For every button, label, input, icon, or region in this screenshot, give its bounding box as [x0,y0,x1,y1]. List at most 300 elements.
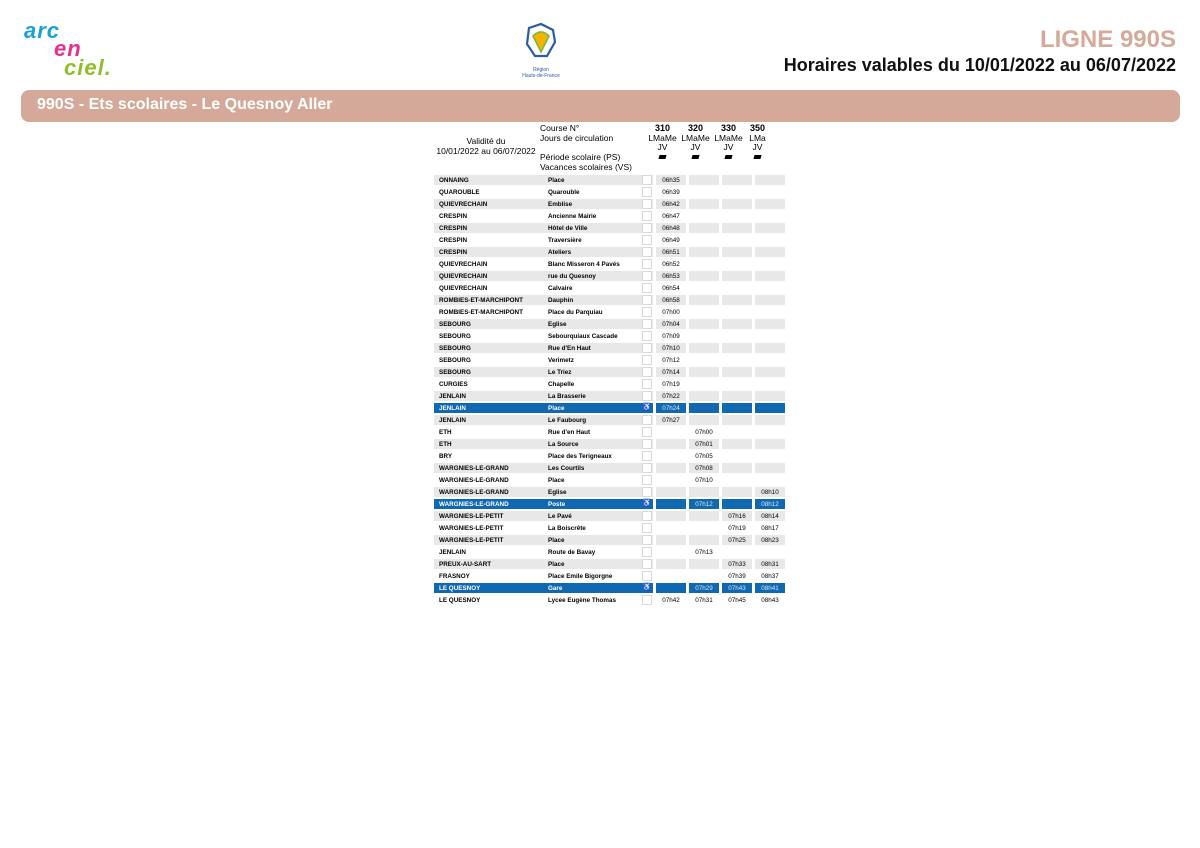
accessibility-cell [640,343,653,353]
time-cell [689,307,719,317]
time-cell [755,547,785,557]
accessibility-cell [640,283,653,293]
time-cell [722,331,752,341]
route-banner [21,90,1180,122]
table-row [434,559,785,569]
validity-header-line1: Validité du [466,136,506,146]
town-cell: JENLAIN [434,391,543,401]
table-row [434,223,785,233]
time-cell [755,223,785,233]
accessibility-cell [640,571,653,581]
time-cell [689,379,719,389]
town-cell: ETH [434,439,543,449]
accessibility-box [642,475,652,485]
accessibility-cell [640,391,653,401]
time-cell: 06h35 [656,175,686,185]
time-cell: 07h24 [656,403,686,413]
time-cell [656,559,686,569]
time-cell: 07h29 [689,583,719,593]
accessibility-box [642,247,652,257]
town-cell: QUIEVRECHAIN [439,260,488,268]
time-cell: 07h19 [728,524,746,532]
course-column-header [679,124,712,159]
table-row [434,415,785,425]
stop-cell: Place [543,403,640,413]
stop-cell: Ancienne Mairie [548,212,597,220]
table-row [434,535,785,545]
accessibility-cell [640,355,653,365]
time-cell [755,391,785,401]
accessibility-box [642,463,652,473]
stop-cell: Place [548,476,565,484]
stop-cell: La Boiscrête [548,524,586,532]
time-cell: 07h12 [689,499,719,509]
header-right [784,26,1176,76]
table-row [434,199,785,209]
time-cell [755,319,785,329]
time-cell [689,211,719,221]
timetable [434,173,785,607]
table-row [434,343,785,353]
time-cell [722,199,752,209]
accessibility-box [642,379,652,389]
time-cell [722,343,752,353]
time-cell: 06h42 [656,199,686,209]
accessibility-cell [640,223,653,233]
time-cell [722,187,752,197]
stop-cell: Le Faubourg [543,415,640,425]
accessibility-cell [640,403,653,413]
time-cell: 08h31 [755,559,785,569]
accessibility-cell [640,535,653,545]
time-cell [722,415,752,425]
town-cell: ROMBIES-ET-MARCHIPONT [434,295,543,305]
stop-cell: Le Pavé [543,511,640,521]
time-cell [722,259,752,269]
accessibility-box [642,331,652,341]
town-cell: WARGNIES-LE-PETIT [434,535,543,545]
accessibility-box [642,319,652,329]
stop-cell: Gare [543,583,640,593]
time-cell [689,355,719,365]
time-cell: 07h08 [689,463,719,473]
time-cell: 06h54 [662,284,680,292]
town-cell: WARGNIES-LE-PETIT [434,511,543,521]
town-cell: WARGNIES-LE-PETIT [439,524,504,532]
table-row [434,427,785,437]
accessibility-cell [640,271,653,281]
time-cell [689,235,719,245]
time-cell [656,463,686,473]
accessibility-cell [640,583,653,593]
time-cell: 08h37 [761,572,779,580]
time-cell [755,415,785,425]
time-cell [755,283,785,293]
table-row [434,367,785,377]
town-cell: QUIEVRECHAIN [434,271,543,281]
time-cell: 07h42 [662,596,680,604]
time-cell [689,199,719,209]
time-cell: 07h01 [689,439,719,449]
time-cell: 07h31 [695,596,713,604]
time-cell: 07h05 [695,452,713,460]
time-cell: 07h00 [662,308,680,316]
stop-cell: Poste [543,499,640,509]
time-cell [656,523,686,533]
course-days-2: JV [657,142,668,152]
time-cell [755,451,785,461]
accessibility-cell [640,295,653,305]
table-row [434,511,785,521]
course-days: LMaMe [681,132,710,143]
time-cell: 07h39 [728,572,746,580]
accessibility-cell [640,595,653,605]
stop-cell: Route de Bavay [548,548,596,556]
time-cell [689,331,719,341]
table-row [434,271,785,281]
table-row [434,403,785,413]
town-cell: JENLAIN [434,403,543,413]
time-cell [722,283,752,293]
time-cell [689,187,719,197]
accessibility-cell [640,523,653,533]
time-cell: 08h17 [761,524,779,532]
time-cell [689,247,719,257]
table-row [434,331,785,341]
wheelchair-icon: ♿ [642,500,652,507]
time-cell [689,271,719,281]
town-cell: WARGNIES-LE-GRAND [434,463,543,473]
accessibility-cell [640,367,653,377]
time-cell: 08h23 [755,535,785,545]
logo-en-word: en [54,36,82,61]
accessibility-box [642,271,652,281]
time-cell [656,439,686,449]
stop-cell: Verimetz [548,356,574,364]
region-label-line1: Région [533,67,549,73]
time-cell [722,271,752,281]
stop-cell: Eglise [543,487,640,497]
table-row [434,175,785,185]
table-row [434,463,785,473]
time-cell: 07h22 [656,391,686,401]
table-row [434,547,785,557]
accessibility-box [642,451,652,461]
accessibility-box [642,295,652,305]
stop-cell: Les Courtils [543,463,640,473]
stop-cell: Hôtel de Ville [543,223,640,233]
time-cell [755,307,785,317]
town-cell: ROMBIES-ET-MARCHIPONT [439,308,523,316]
time-cell [689,403,719,413]
accessibility-cell [640,379,653,389]
time-cell: 06h53 [656,271,686,281]
table-row [434,595,785,605]
accessibility-cell [640,199,653,209]
course-label: Course N° [540,123,580,133]
time-cell: 06h49 [662,236,680,244]
time-cell [755,367,785,377]
stop-cell: Dauphin [543,295,640,305]
town-cell: CRESPIN [439,236,467,244]
town-cell: JENLAIN [434,415,543,425]
time-cell [755,211,785,221]
stop-cell: La Source [543,439,640,449]
time-cell [755,175,785,185]
table-row [434,451,785,461]
table-row [434,523,785,533]
time-cell [689,415,719,425]
table-row [434,295,785,305]
table-row [434,307,785,317]
time-cell [755,331,785,341]
accessibility-cell [640,499,653,509]
time-cell [755,271,785,281]
time-cell [755,439,785,449]
time-cell: 07h43 [722,583,752,593]
accessibility-cell [640,307,653,317]
stop-cell: Le Triez [543,367,640,377]
accessibility-box [642,559,652,569]
stop-cell: Place des Terigneaux [548,452,612,460]
time-cell [722,175,752,185]
time-cell: 08h41 [755,583,785,593]
town-cell: SEBOURG [434,319,543,329]
table-row [434,187,785,197]
route-banner-title: 990S - Ets scolaires - Le Quesnoy Aller [37,96,333,113]
time-cell [689,367,719,377]
time-cell [656,487,686,497]
town-cell: ETH [439,428,452,436]
time-cell [755,463,785,473]
time-cell [689,487,719,497]
stop-cell: Calvaire [548,284,573,292]
accessibility-box [642,223,652,233]
time-cell [755,343,785,353]
town-cell: BRY [439,452,453,460]
town-cell: QUAROUBLE [439,188,480,196]
accessibility-box [642,415,652,425]
accessibility-box [642,367,652,377]
time-cell [722,367,752,377]
accessibility-box [642,439,652,449]
time-cell [689,283,719,293]
table-row [434,247,785,257]
time-cell [722,211,752,221]
time-cell [755,187,785,197]
time-cell [689,523,719,533]
time-cell [689,571,719,581]
course-number: 350 [749,123,766,133]
time-cell [689,511,719,521]
course-number: 330 [720,123,737,133]
bus-icon [691,155,699,159]
time-cell [722,463,752,473]
time-cell [755,403,785,413]
stop-cell: Rue d'en Haut [548,428,591,436]
time-cell [755,235,785,245]
town-cell: CURGIES [439,380,468,388]
time-cell [689,535,719,545]
accessibility-cell [640,247,653,257]
accessibility-cell [640,259,653,269]
accessibility-box [642,511,652,521]
town-cell: CRESPIN [434,247,543,257]
time-cell [656,475,686,485]
time-cell: 06h39 [662,188,680,196]
accessibility-box [642,535,652,545]
time-cell [656,583,686,593]
stop-cell: Rue d'En Haut [543,343,640,353]
accessibility-cell [640,427,653,437]
accessibility-box [642,355,652,365]
stop-cell: Place du Parquiau [548,308,603,316]
time-cell [755,379,785,389]
accessibility-cell [640,559,653,569]
accessibility-cell [640,439,653,449]
time-cell [722,475,752,485]
time-cell: 07h10 [656,343,686,353]
table-row [434,475,785,485]
accessibility-cell [640,415,653,425]
town-cell: JENLAIN [439,548,466,556]
stop-cell: Place [543,535,640,545]
time-cell [689,559,719,569]
time-cell [722,295,752,305]
time-cell [722,247,752,257]
accessibility-cell [640,487,653,497]
accessibility-cell [640,187,653,197]
time-cell [689,391,719,401]
time-cell [755,475,785,485]
time-cell: 07h13 [695,548,713,556]
time-cell [656,451,686,461]
accessibility-cell [640,451,653,461]
accessibility-cell [640,547,653,557]
validity-period: Horaires valables du 10/01/2022 au 06/07/2022 [783,55,1176,75]
accessibility-cell [640,319,653,329]
course-days-2: JV [752,142,763,152]
accessibility-box [642,595,652,605]
accessibility-box [642,571,652,581]
stop-cell: La Brasserie [543,391,640,401]
table-row [434,499,785,509]
time-cell [689,319,719,329]
time-cell [722,379,752,389]
time-cell: 07h00 [695,428,713,436]
bus-icon [658,155,666,159]
stop-cell: Place [543,175,640,185]
accessibility-box [642,391,652,401]
time-cell [722,319,752,329]
accessibility-cell [640,463,653,473]
course-number: 310 [654,123,671,133]
town-cell: WARGNIES-LE-GRAND [434,487,543,497]
time-cell: 06h51 [656,247,686,257]
time-cell: 06h47 [662,212,680,220]
time-cell: 07h10 [695,476,713,484]
accessibility-box [642,259,652,269]
time-cell [755,427,785,437]
course-days: LMa [749,132,766,143]
time-cell: 06h58 [656,295,686,305]
course-number: 320 [687,123,704,133]
stop-cell: Quarouble [548,188,580,196]
timetable-header [434,124,769,172]
time-cell [722,499,752,509]
table-row [434,259,785,269]
time-cell [722,307,752,317]
logo-ciel-word: ciel. [64,55,112,80]
region-map-icon [519,22,563,62]
accessibility-cell [640,331,653,341]
time-cell: 08h10 [755,487,785,497]
timetable-body [434,175,785,605]
periode-label: Période scolaire (PS) [540,152,621,162]
course-column-header [646,124,679,159]
time-cell: 07h19 [662,380,680,388]
ligne-title: LIGNE 990S [1039,26,1176,53]
table-row [434,571,785,581]
accessibility-cell [640,235,653,245]
time-cell [722,223,752,233]
time-cell [722,235,752,245]
time-cell [722,427,752,437]
validity-header-line2: 10/01/2022 au 06/07/2022 [436,145,536,156]
town-cell: LE QUESNOY [439,596,481,604]
time-cell [755,355,785,365]
course-days-2: JV [690,142,701,152]
stop-cell: Blanc Misseron 4 Pavés [548,260,620,268]
accessibility-cell [640,511,653,521]
time-cell [656,571,686,581]
table-row [434,355,785,365]
wheelchair-icon: ♿ [642,404,652,411]
table-row [434,487,785,497]
accessibility-cell [640,475,653,485]
time-cell: 07h04 [656,319,686,329]
time-cell [722,403,752,413]
time-cell: 06h52 [662,260,680,268]
accessibility-box [642,235,652,245]
validity-header [434,137,538,156]
town-cell: FRASNOY [439,572,470,580]
time-cell: 06h48 [656,223,686,233]
time-cell: 08h43 [761,596,779,604]
logo-arc-word: arc [24,18,61,43]
time-cell [755,295,785,305]
time-cell: 07h27 [656,415,686,425]
time-cell: 07h25 [722,535,752,545]
time-cell [689,295,719,305]
course-column-header [741,124,774,159]
time-cell [722,451,752,461]
time-cell: 07h09 [662,332,680,340]
time-cell [689,175,719,185]
region-label-line2: Hauts-de-France [522,73,560,79]
stop-cell: Ateliers [543,247,640,257]
stop-cell: Eglise [543,319,640,329]
time-cell [656,547,686,557]
accessibility-box [642,187,652,197]
arc-en-ciel-logo [22,20,142,80]
time-cell [656,499,686,509]
stop-cell: Sebourquiaux Cascade [548,332,618,340]
table-row [434,211,785,221]
region-logo [510,22,572,80]
time-cell [656,427,686,437]
stop-cell: Chapelle [548,380,575,388]
